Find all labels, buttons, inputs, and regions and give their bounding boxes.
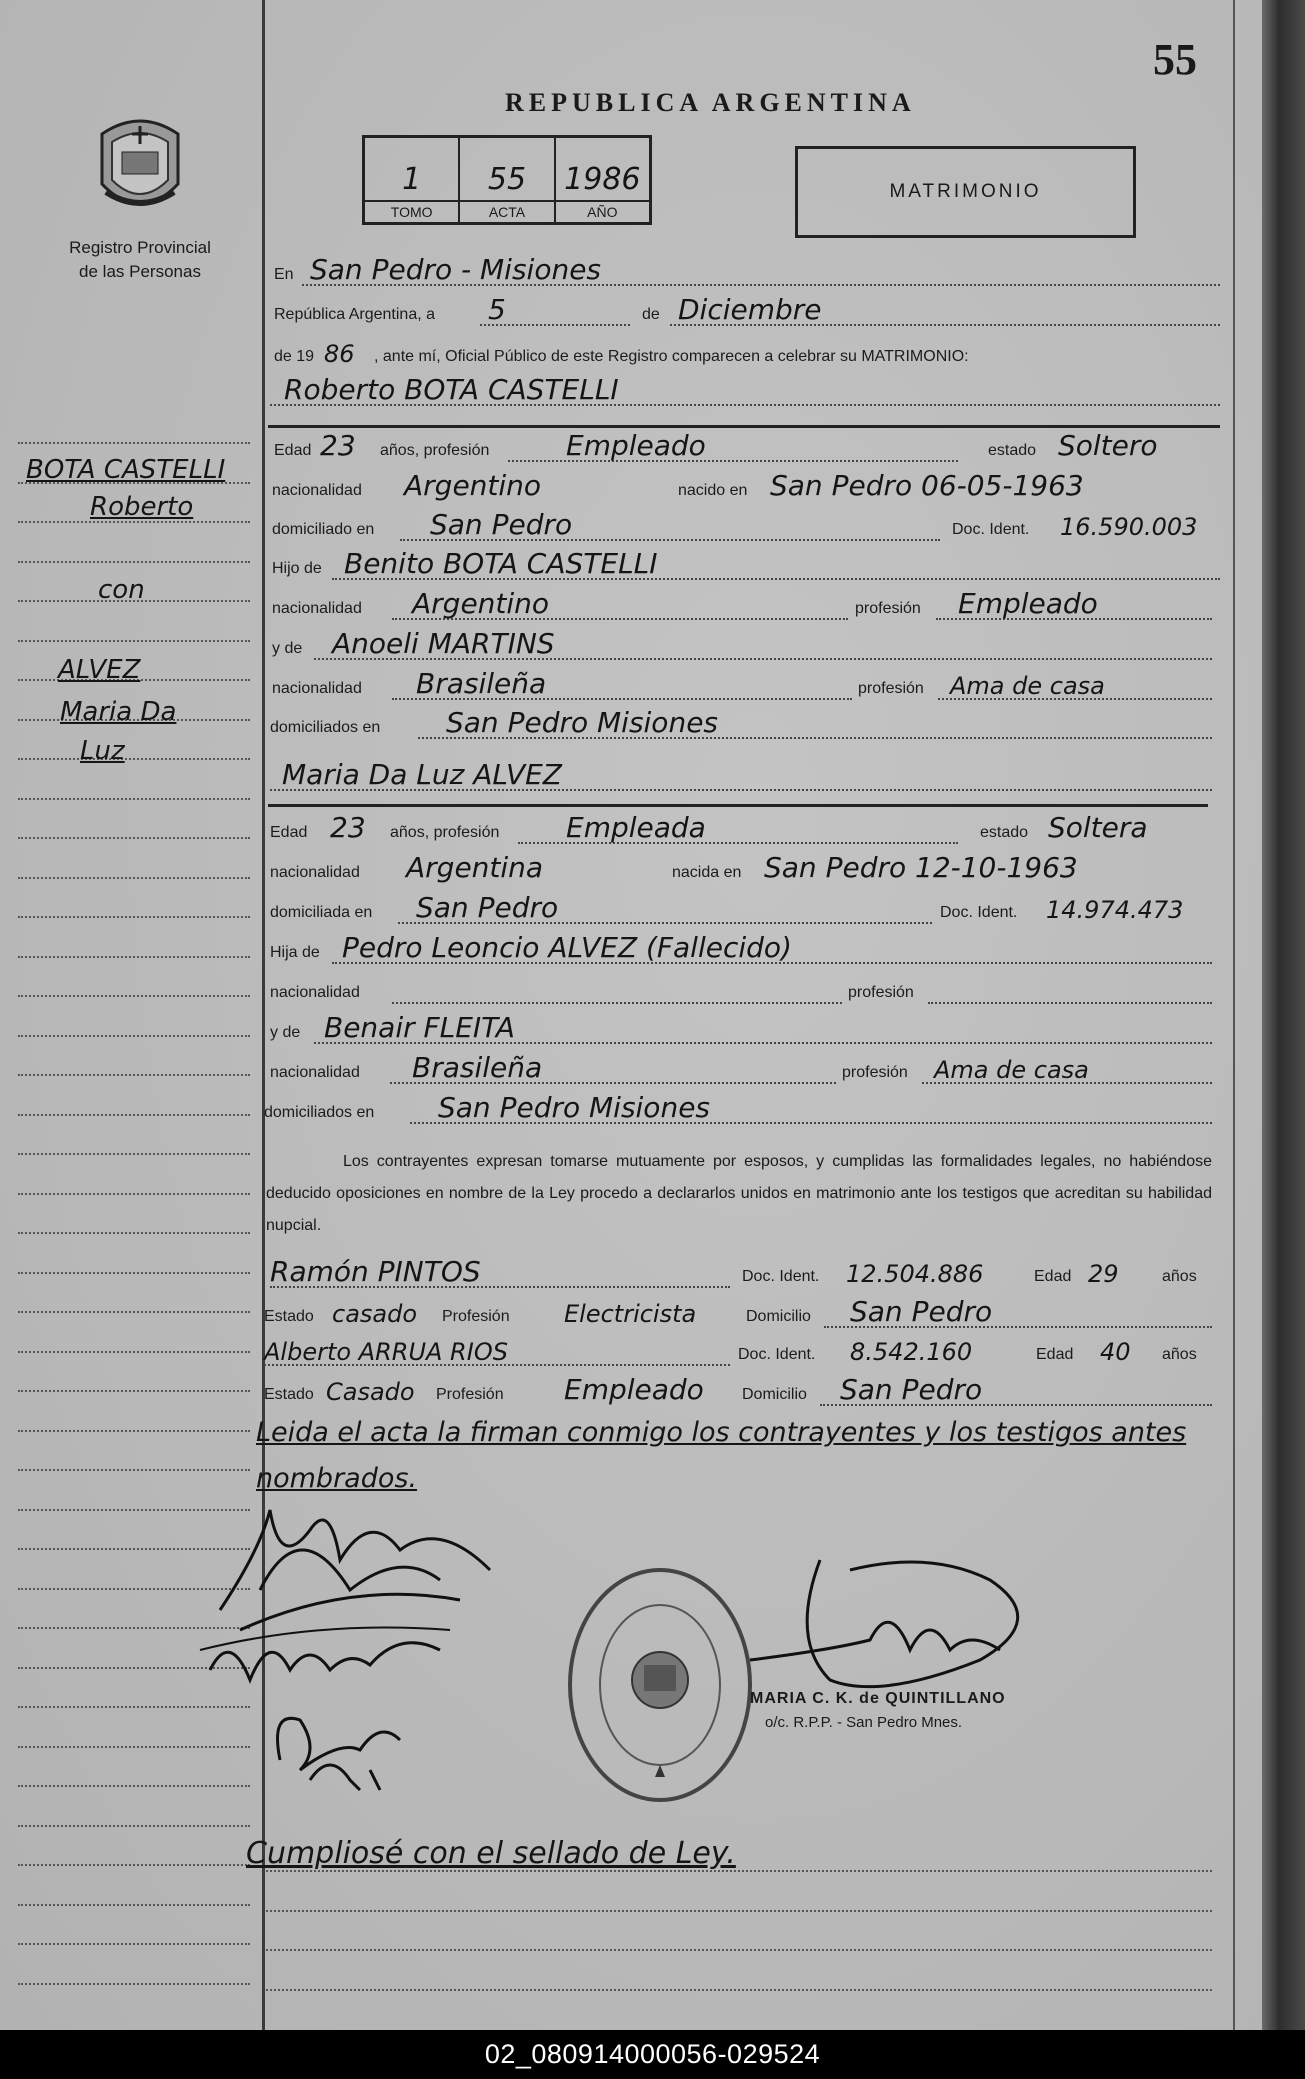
groom-domiciliados-label: domiciliados en <box>270 719 381 736</box>
margin-rule-line <box>18 1351 250 1353</box>
groom-parents-domicile: San Pedro Misiones <box>446 706 719 739</box>
bride-estado-label: estado <box>980 824 1029 841</box>
groom-mother-nacionalidad-label: nacionalidad <box>272 680 362 697</box>
margin-note-line-6: Luz <box>80 736 125 766</box>
bride-father-nationality-underline <box>392 1002 842 1004</box>
margin-rule-line <box>18 1272 250 1274</box>
bride-father: Pedro Leoncio ALVEZ (Fallecido) <box>342 931 792 964</box>
margin-rule-line <box>18 1469 250 1471</box>
bride-profession: Empleada <box>566 811 706 844</box>
bride-name: Maria Da Luz ALVEZ <box>282 758 562 791</box>
bride-nacionalidad-label: nacionalidad <box>270 864 360 881</box>
row-groom-nationality <box>270 466 1220 506</box>
official-title: o/c. R.P.P. - San Pedro Mnes. <box>765 1714 963 1731</box>
witness-2-anos-label: años <box>1162 1346 1197 1363</box>
body-rule-line <box>266 1989 1212 1991</box>
groom-birth: San Pedro 06-05-1963 <box>770 469 1084 502</box>
row-witness-1 <box>270 1252 1220 1292</box>
margin-rule-line <box>18 1153 250 1155</box>
row-bride-age <box>270 808 1220 848</box>
bride-nationality: Argentina <box>406 851 544 884</box>
witness-2-edad-label: Edad <box>1036 1346 1074 1363</box>
margin-rule-line <box>18 758 250 760</box>
row-groom-domicile <box>270 505 1220 545</box>
row-bride-parents-domicile <box>264 1088 1220 1128</box>
witness-1-domicile: San Pedro <box>850 1295 993 1328</box>
witness-2-status: Casado <box>326 1378 415 1406</box>
tomo-cell <box>365 138 460 222</box>
groom-anos-label: años, profesión <box>380 442 490 459</box>
bride-civil-status: Soltera <box>1048 811 1148 844</box>
page-right-border <box>1233 0 1235 2030</box>
groom-nacido-label: nacido en <box>678 482 748 499</box>
row-bride-nationality <box>270 848 1220 888</box>
margin-rule-line <box>18 1035 250 1037</box>
row-bride-father <box>270 928 1220 968</box>
margin-rule-line <box>18 1825 250 1827</box>
groom-mother-profession: Ama de casa <box>950 672 1105 700</box>
margin-rule-line <box>18 1390 250 1392</box>
groom-edad-label: Edad <box>274 442 312 459</box>
groom-civil-status: Soltero <box>1058 429 1158 462</box>
witness-1-estado-label: Estado <box>264 1308 314 1325</box>
bride-y-de-label: y de <box>270 1024 301 1041</box>
record-number-box <box>362 135 652 225</box>
row-bride-mother <box>270 1008 1220 1048</box>
witness-1-status: casado <box>332 1300 418 1328</box>
bride-age: 23 <box>330 811 366 844</box>
groom-domicile: San Pedro <box>430 508 573 541</box>
page-number: 55 <box>1153 35 1197 84</box>
row-bride-mother-nationality <box>270 1048 1220 1088</box>
groom-y-de-label: y de <box>272 640 303 657</box>
acta-cell <box>460 138 555 222</box>
groom-estado-label: estado <box>988 442 1037 459</box>
row-place <box>270 250 1220 290</box>
bride-section-rule <box>268 804 1208 807</box>
margin-rule-line <box>18 995 250 997</box>
en-label: En <box>274 266 294 283</box>
footer-strip <box>0 2030 1305 2079</box>
bride-signature <box>190 1610 460 1700</box>
country-heading: REPUBLICA ARGENTINA <box>505 88 916 117</box>
witness-2-doc-label: Doc. Ident. <box>738 1346 816 1363</box>
margin-rule-line <box>18 1864 250 1866</box>
margin-rule-line <box>18 1943 250 1945</box>
witness-2-doc: 8.542.160 <box>850 1338 973 1366</box>
margin-rule-line <box>18 1074 250 1076</box>
groom-profession: Empleado <box>566 429 706 462</box>
margin-rule-line <box>18 1114 250 1116</box>
row-groom-name <box>270 370 1220 410</box>
declaration-text: Los contrayentes expresan tomarse mutuamente por esposos, y cumplidas las formalidades legales, no habiéndose deducido oposiciones en nombre de la Ley procedo a declararlos unidos en matrimonio ante los testigos que acreditan su habilidad nupcial. <box>266 1153 1212 1234</box>
bride-nacida-label: nacida en <box>672 864 742 881</box>
bride-father-profesion-label: profesión <box>848 984 914 1001</box>
row-groom-mother-nationality <box>270 664 1220 704</box>
body-rule-line <box>266 1910 1212 1912</box>
margin-rule-line <box>18 1311 250 1313</box>
margin-note-line-2: Roberto <box>90 492 194 522</box>
margin-rule-line <box>18 640 250 642</box>
bride-mother-profession: Ama de casa <box>934 1056 1089 1084</box>
margin-rule-line <box>18 1706 250 1708</box>
witness-signature <box>240 1690 440 1800</box>
margin-rule-line <box>18 956 250 958</box>
margin-note-line-3: con <box>98 575 145 605</box>
record-type: MATRIMONIO <box>889 181 1042 202</box>
margin-rule-line <box>18 1983 250 1985</box>
day-value: 5 <box>488 293 506 326</box>
witness-2-age: 40 <box>1100 1338 1131 1366</box>
margin-note-line-1: BOTA CASTELLI <box>26 455 226 485</box>
place-value: San Pedro - Misiones <box>310 253 602 286</box>
margin-rule-line <box>18 877 250 879</box>
margin-rule-line <box>18 837 250 839</box>
declaration-paragraph <box>266 1146 1212 1242</box>
groom-doc: 16.590.003 <box>1060 513 1198 541</box>
row-groom-father-nationality <box>270 584 1220 624</box>
groom-hijo-label: Hijo de <box>272 560 322 577</box>
bride-mother-nacionalidad-label: nacionalidad <box>270 1064 360 1081</box>
groom-nationality: Argentino <box>404 469 542 502</box>
bride-doc-label: Doc. Ident. <box>940 904 1018 921</box>
groom-mother-profesion-label: profesión <box>858 680 924 697</box>
groom-father-profession: Empleado <box>958 587 1098 620</box>
row-bride-domicile <box>270 888 1220 928</box>
book-spine <box>1262 0 1305 2030</box>
row-year <box>270 332 1220 372</box>
margin-rule-line <box>18 1746 250 1748</box>
anio-value: 1986 <box>564 162 641 197</box>
anio-label: AÑO <box>556 200 649 222</box>
closing-note: Leida el acta la firman conmigo los contrayentes y los testigos antes nombrados. <box>256 1417 1187 1494</box>
margin-rule-line <box>18 1193 250 1195</box>
month-value: Diciembre <box>678 293 822 326</box>
witness-2-domicilio-label: Domicilio <box>742 1386 807 1403</box>
bride-father-nacionalidad-label: nacionalidad <box>270 984 360 1001</box>
margin-rule-line <box>18 1430 250 1432</box>
row-date <box>270 290 1220 330</box>
bride-edad-label: Edad <box>270 824 308 841</box>
witness-1-doc: 12.504.886 <box>846 1260 984 1288</box>
row-groom-age <box>270 426 1220 466</box>
groom-father-nationality: Argentino <box>412 587 550 620</box>
year-suffix: 86 <box>324 340 355 368</box>
row-bride-father-nationality <box>270 968 1220 1008</box>
margin-note-line-5: Maria Da <box>60 697 177 727</box>
bride-birth: San Pedro 12-10-1963 <box>764 851 1078 884</box>
groom-name: Roberto BOTA CASTELLI <box>284 373 619 406</box>
row-groom-mother <box>270 624 1220 664</box>
row-witness-2 <box>264 1330 1220 1370</box>
anio-cell <box>556 138 649 222</box>
witness-2-domicile: San Pedro <box>840 1373 983 1406</box>
official-name: MARIA C. K. de QUINTILLANO <box>750 1690 1006 1707</box>
bride-mother-nationality: Brasileña <box>412 1051 543 1084</box>
bride-parents-domicile: San Pedro Misiones <box>438 1091 711 1124</box>
bride-hija-label: Hija de <box>270 944 320 961</box>
margin-rule-line <box>18 1232 250 1234</box>
groom-father: Benito BOTA CASTELLI <box>344 547 658 580</box>
republica-label: República Argentina, a <box>274 306 435 323</box>
groom-domiciliado-label: domiciliado en <box>272 521 375 538</box>
registry-line-1: Registro Provincial <box>69 238 211 257</box>
groom-father-profesion-label: profesión <box>855 600 921 617</box>
witness-1-edad-label: Edad <box>1034 1268 1072 1285</box>
groom-mother: Anoeli MARTINS <box>332 627 555 660</box>
margin-rule-line <box>18 442 250 444</box>
row-witness-2-details <box>264 1370 1220 1410</box>
official-signature <box>730 1540 1070 1710</box>
witness-2-estado-label: Estado <box>264 1386 314 1403</box>
witness-2-name: Alberto ARRUA RIOS <box>264 1338 508 1366</box>
witness-1-profession: Electricista <box>564 1300 697 1328</box>
bride-mother-profesion-label: profesión <box>842 1064 908 1081</box>
de-label: de <box>642 306 660 323</box>
bride-domicile: San Pedro <box>416 891 559 924</box>
witness-1-anos-label: años <box>1162 1268 1197 1285</box>
groom-father-nacionalidad-label: nacionalidad <box>272 600 362 617</box>
witness-1-doc-label: Doc. Ident. <box>742 1268 820 1285</box>
tomo-value: 1 <box>402 162 422 197</box>
body-rule-line <box>266 1949 1212 1951</box>
acta-value: 55 <box>487 162 527 197</box>
margin-rule-line <box>18 561 250 563</box>
bride-domiciliada-label: domiciliada en <box>270 904 373 921</box>
witness-2-profession: Empleado <box>564 1373 704 1406</box>
groom-mother-nationality: Brasileña <box>416 667 547 700</box>
groom-age: 23 <box>320 429 356 462</box>
document-id: 02_080914000056-029524 <box>484 2039 821 2069</box>
row-witness-1-details <box>264 1292 1220 1332</box>
witness-1-profesion-label: Profesión <box>442 1308 510 1325</box>
row-groom-father <box>270 544 1220 584</box>
acta-label: ACTA <box>460 200 553 222</box>
year-prefix: de 19 <box>274 348 315 365</box>
tomo-label: TOMO <box>365 200 458 222</box>
intro-closing: , ante mí, Oficial Público de este Registro comparecen a celebrar su MATRIMONIO: <box>374 348 969 365</box>
margin-note-line-4: ALVEZ <box>58 655 141 685</box>
witness-1-age: 29 <box>1088 1260 1119 1288</box>
margin-rule-line <box>18 1904 250 1906</box>
bride-domiciliados-label: domiciliados en <box>264 1104 375 1121</box>
registry-name <box>30 236 250 284</box>
final-note: Cumpliosé con el sellado de Ley. <box>246 1836 736 1871</box>
record-type-box <box>795 146 1136 238</box>
groom-nacionalidad-label: nacionalidad <box>272 482 362 499</box>
registry-line-2: de las Personas <box>79 262 201 281</box>
bride-anos-label: años, profesión <box>390 824 500 841</box>
row-bride-name <box>270 755 1220 795</box>
bride-mother: Benair FLEITA <box>324 1011 515 1044</box>
groom-doc-label: Doc. Ident. <box>952 521 1030 538</box>
row-groom-parents-domicile <box>270 703 1220 743</box>
witness-2-profesion-label: Profesión <box>436 1386 504 1403</box>
margin-rule-line <box>18 798 250 800</box>
margin-rule-line <box>18 1785 250 1787</box>
margin-rule-line <box>18 916 250 918</box>
provincial-seal <box>92 114 188 222</box>
bride-doc: 14.974.473 <box>1046 896 1184 924</box>
witness-1-domicilio-label: Domicilio <box>746 1308 811 1325</box>
bride-father-profession-underline <box>928 1002 1212 1004</box>
witness-1-name: Ramón PINTOS <box>270 1255 481 1288</box>
